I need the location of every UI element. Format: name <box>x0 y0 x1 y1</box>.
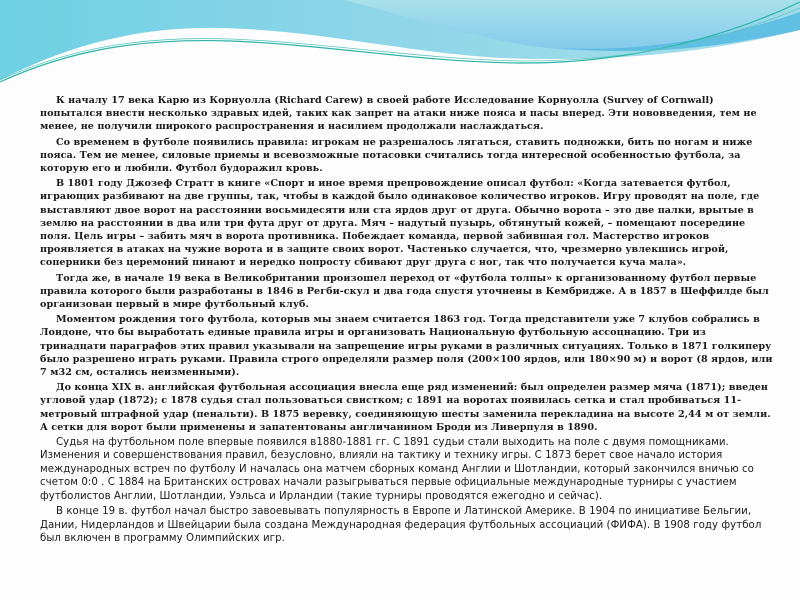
paragraph-fifa: В конце 19 в. футбол начал быстро завоевывать популярность в Европе и Латинской Америке. В 1904 по инициативе Бельгии, Дании, Нидерландов и Швейцарии была создана Международная федерация футбольных ассоциаций (ФИФА). В 1908 году футбол был включен в программу Олимпийских игр. <box>40 506 762 544</box>
paragraph-carew: К началу 17 века Карю из Корнуолла (Richard Carew) в своей работе Исследование Корнуолла (Survey of Cornwall) попытался внести несколько здравых идей, таких как запрет на атаки ниже пояса и пасы вперед. Эти нововведения, тем не менее, не получили широкого распространения и насилием продолжали наслаждаться. <box>40 95 757 133</box>
paragraph-19th-century: Тогда же, в начале 19 века в Великобритании произошел переход от «футбола толпы» к организованному футбол первые правила которого были разработаны в 1846 в Регби-скул и два года спустя уточнены в Кембридже. А в 1857 в Шеффилде был организован первый в мире футбольный клуб. <box>40 272 769 311</box>
paragraph-referee: Судья на футбольном поле впервые появился в1880-1881 гг. С 1891 судьи стали выходить на поле с двумя помощниками. Изменения и совершенствования правил, безусловно, влияли на тактику и технику игры. С 1873 берет свое начало история международных встреч по футболу И началась она матчем сборных команд Англии и Шотландии, который закончился вничью со счетом 0:0 . С 1884 на Британских островах начали разыгрываться первые официальные международные турниры с участием футболистов Англии, Шотландии, Уэльса и Ирландии (такие турниры проводятся ежегодно и сейчас). <box>40 437 754 502</box>
paragraph-strutt-1801: В 1801 году Джозеф Стратт в книге «Спорт и иное время препровождение описал футбол: «Когда затевается футбол, играющих разбивают на две группы, так, чтобы в каждой было одинаковое количество игроков. Игру проводят на поле, где выставляют двое ворот на расстоянии восьмидесяти или ста ярдов друг от друга. Обычно ворота – это две палки, врытые в землю на расстоянии в два или три фута друг от друга. Мяч – надутый пузырь, обтянутый кожей, – помещают посередине поля. Цель игры – забить мяч в ворота противника. Побеждает команда, первой забившая гол. Мастерство игроков проявляется в атаках на чужие ворота и в защите своих ворот. Частенько случается, что, чрезмерно увлекшись игрой, соперники без церемоний пинают и нередко попросту сбивают друг друга с ног, так что получается куча мала». <box>40 178 760 269</box>
paragraph-1863: Моментом рождения того футбола, которыв мы знаем считается 1863 год. Тогда представители уже 7 клубов собрались в Лондоне, что бы выработать единые правила игры и организовать Национальную футбольную ассоцнацию. Три из тринадцати параграфов этих правил указывали на запрещение игры руками в различных ситуациях. Только в 1871 голкиперу было разрешено играть руками. Правила строго определяли размер поля (200×100 ярдов, или 180×90 м) и ворот (8 ярдов, или 7 м32 см, остались неизменными). <box>40 314 773 379</box>
paragraph-rules: Со временем в футболе появились правила: игрокам не разрешалось лягаться, ставить подножки, бить по ногам и ниже пояса. Тем не менее, силовые приемы и всевозможные потасовки считались тогда интересной особенностью футбола, за которую его и любили. Футбол будоражил кровь. <box>40 136 753 175</box>
paragraph-fa-changes: До конца XIX в. английская футбольная ассоциация внесла еще ряд изменений: был определен размер мяча (1871); введен угловой удар (1872); с 1878 судья стал пользоваться свистком; с 1891 на воротах появилась сетка и стал пробиваться 11-метровый штрафной удар (пенальти). В 1875 веревку, соединяющую шесты заменила перекладина на высоте 2,44 м от земли. А сетки для ворот были применены и запатентованы англичанином Броди из Ливерпуля в 1890. <box>40 382 771 433</box>
document-body <box>40 94 775 547</box>
header-wave-decoration <box>0 0 800 90</box>
